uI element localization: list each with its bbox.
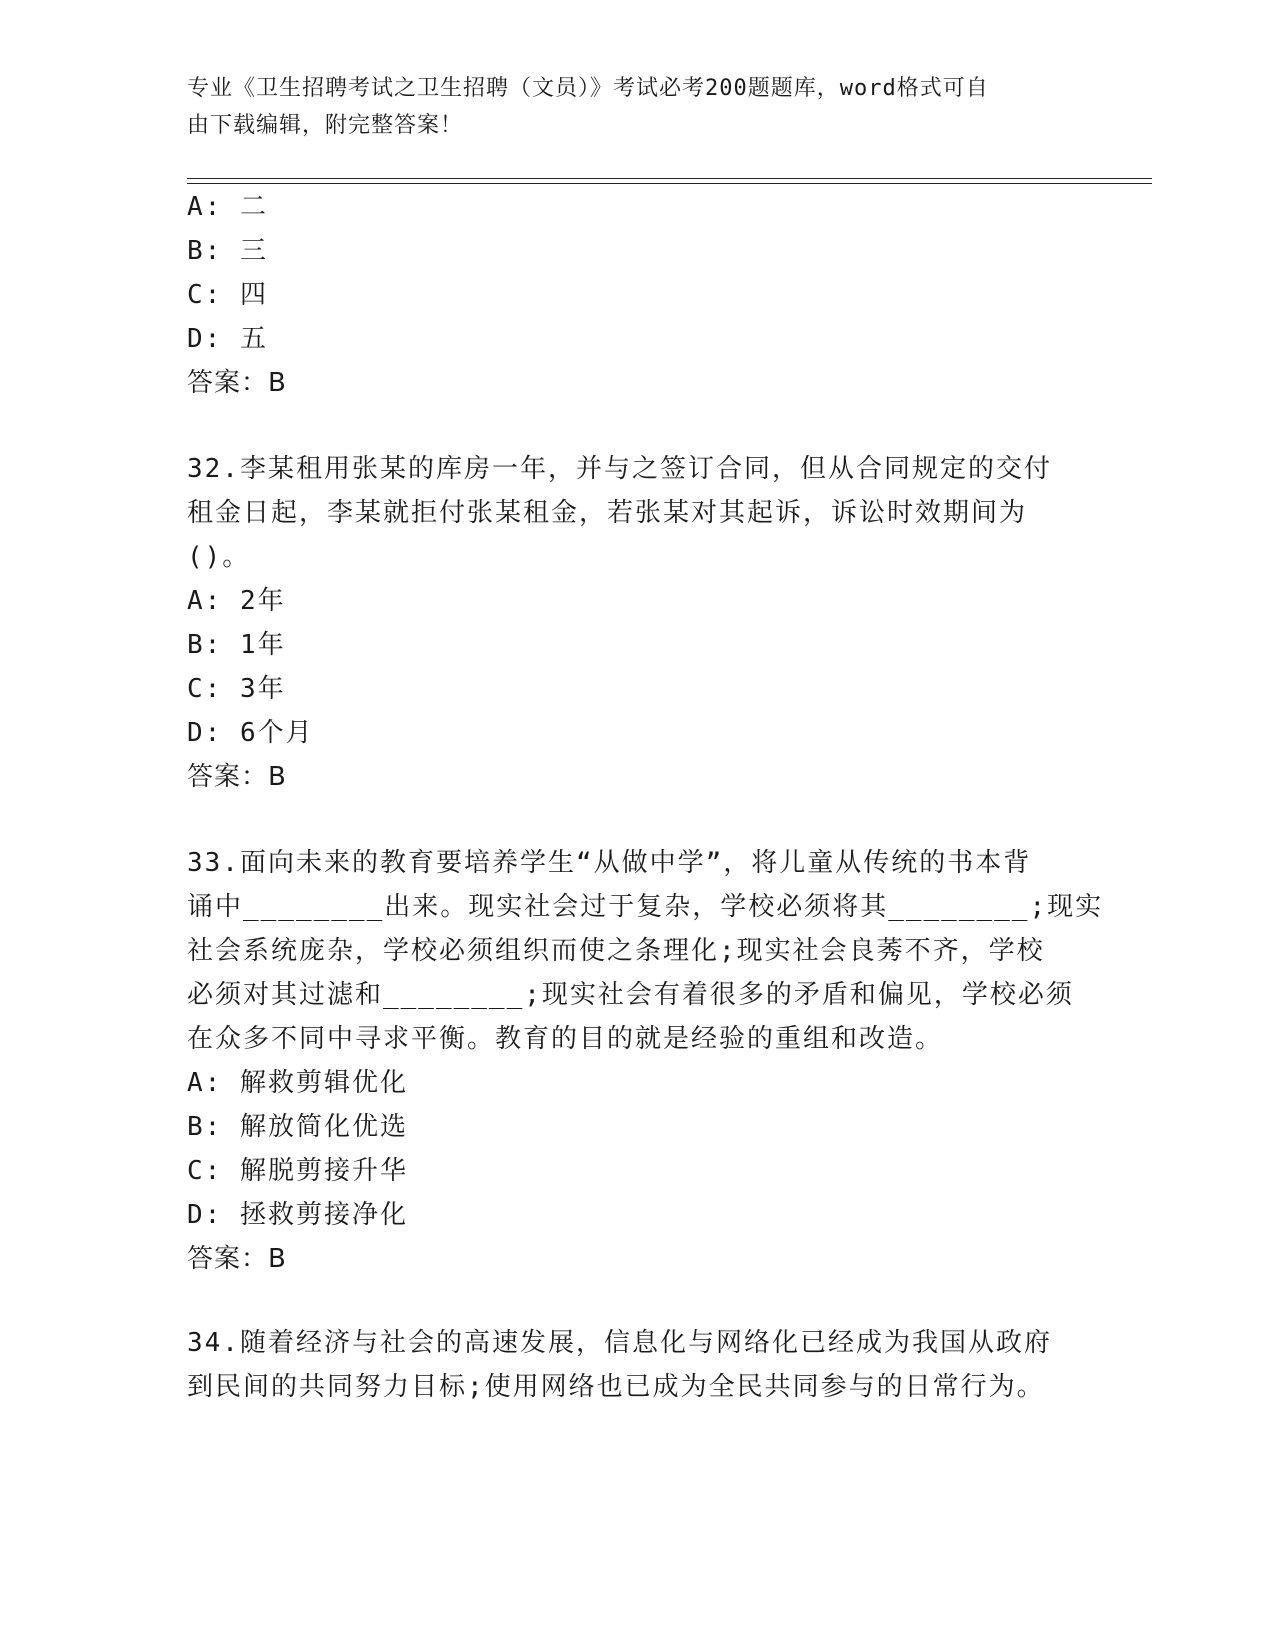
question-text-line: ()。 <box>187 542 251 572</box>
option-d: D: 6个月 <box>187 718 314 748</box>
question-text-line: 34.随着经济与社会的高速发展，信息化与网络化已经成为我国从政府 <box>187 1328 1052 1358</box>
option-d: D: 五 <box>187 324 268 354</box>
question-text-line: 在众多不同中寻求平衡。教育的目的就是经验的重组和改造。 <box>187 1024 944 1054</box>
option-c: C: 解脱剪接升华 <box>187 1156 408 1186</box>
option-a: A: 二 <box>187 192 268 222</box>
answer-label: 答案：B <box>187 762 287 792</box>
option-a: A: 解救剪辑优化 <box>187 1068 408 1098</box>
option-b: B: 解放简化优选 <box>187 1112 408 1142</box>
option-d: D: 拯救剪接净化 <box>187 1200 408 1230</box>
option-c: C: 3年 <box>187 674 286 704</box>
question-text-line: 社会系统庞杂，学校必须组织而使之条理化;现实社会良莠不齐，学校 <box>187 936 1045 966</box>
option-b: B: 三 <box>187 236 268 266</box>
question-text-line: 33.面向未来的教育要培养学生“从做中学”，将儿童从传统的书本背 <box>187 848 1032 878</box>
document-header <box>187 70 1067 144</box>
header-line-2: 由下载编辑，附完整答案！ <box>187 113 464 138</box>
question-text-line: 32.李某租用张某的库房一年，并与之签订合同，但从合同规定的交付 <box>187 454 1052 484</box>
header-divider-top <box>187 178 1152 179</box>
header-divider-bottom <box>187 183 1152 184</box>
question-text-line: 诵中________出来。现实社会过于复杂，学校必须将其________;现实 <box>187 892 1104 922</box>
option-a: A: 2年 <box>187 586 286 616</box>
answer-label: 答案：B <box>187 1244 287 1274</box>
question-text-line: 到民间的共同努力目标;使用网络也已成为全民共同参与的日常行为。 <box>187 1372 1045 1402</box>
header-line-1: 专业《卫生招聘考试之卫生招聘（文员）》考试必考200题题库，word格式可自 <box>187 76 989 101</box>
question-text-line: 必须对其过滤和________;现实社会有着很多的矛盾和偏见，学校必须 <box>187 980 1074 1010</box>
question-text-line: 租金日起，李某就拒付张某租金，若张某对其起诉，诉讼时效期间为 <box>187 498 1028 528</box>
option-b: B: 1年 <box>187 630 286 660</box>
option-c: C: 四 <box>187 280 268 310</box>
answer-label: 答案：B <box>187 368 287 398</box>
